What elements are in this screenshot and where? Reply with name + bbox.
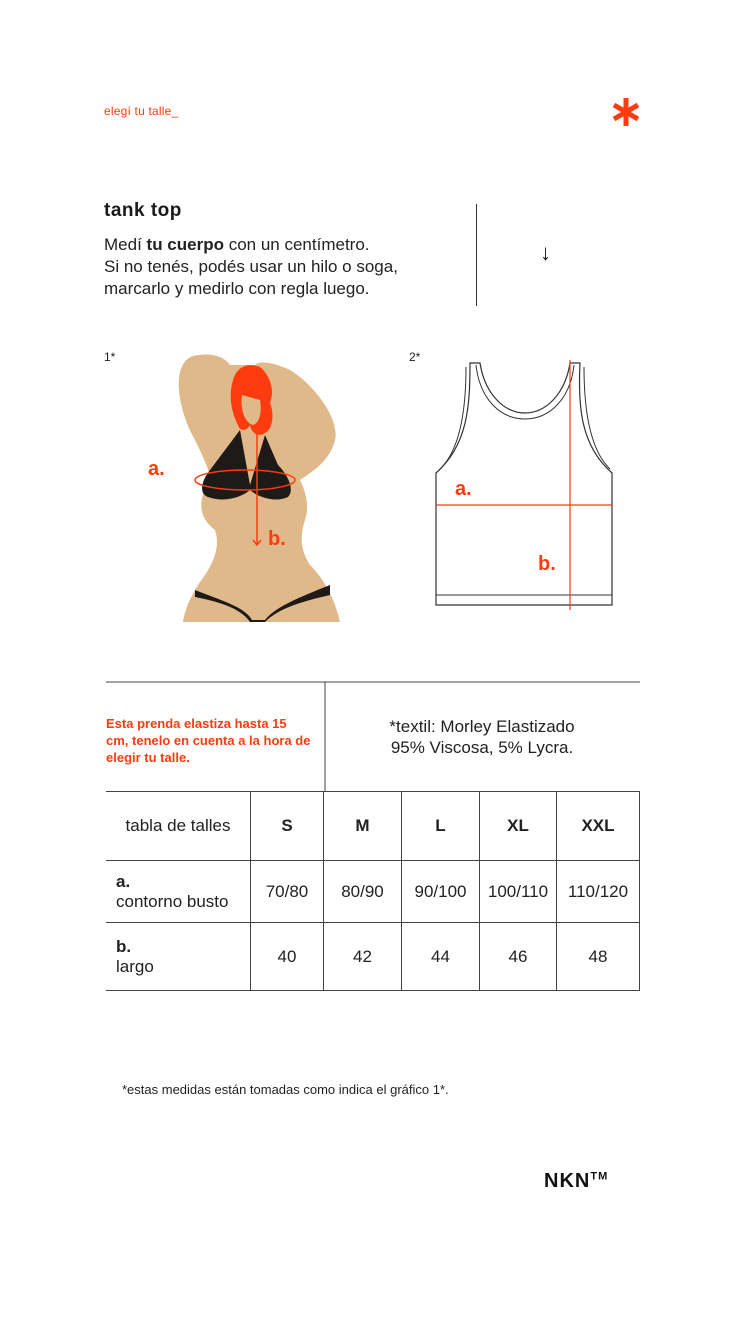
table-cell: 42 [324, 923, 402, 991]
stretch-note: Esta prenda elastiza hasta 15 cm, tenelo en cuenta a la hora de elegir tu talle. [106, 716, 311, 765]
arrow-down-icon: ↓ [540, 240, 551, 265]
instructions-line: marcarlo y medirlo con regla luego. [104, 279, 370, 298]
brand-name: NKN [544, 1170, 591, 1192]
section-label: elegí tu talle_ [104, 104, 179, 118]
instructions-bold: tu cuerpo [146, 235, 224, 254]
size-header: XXL [557, 792, 640, 861]
table-cell: 46 [480, 923, 557, 991]
table-header-label: tabla de talles [106, 792, 251, 861]
table-cell: 80/90 [324, 861, 402, 923]
row-label [106, 923, 251, 991]
footnote: *estas medidas están tomadas como indica el gráfico 1*. [122, 1082, 449, 1097]
label-a: a. [148, 458, 165, 480]
product-title: tank top [104, 200, 182, 221]
fabric-note [326, 716, 638, 758]
brand-logo [544, 1170, 608, 1193]
figure-2-number: 2* [409, 350, 421, 364]
instructions-text: Medí [104, 235, 147, 254]
instructions-line: Si no tenés, podés usar un hilo o soga, [104, 257, 398, 276]
row-letter: a. [116, 871, 131, 891]
body-measurement-illustration [140, 345, 380, 630]
table-cell: 70/80 [251, 861, 324, 923]
table-cell: 48 [557, 923, 640, 991]
fabric-line: 95% Viscosa, 5% Lycra. [390, 738, 574, 757]
divider [476, 204, 477, 306]
table-cell: 100/110 [480, 861, 557, 923]
instructions-text: con un centímetro. [223, 235, 370, 254]
table-row [106, 923, 640, 991]
table-cell: 44 [402, 923, 480, 991]
table-cell: 110/120 [557, 861, 640, 923]
figure-1-number: 1* [104, 350, 116, 364]
measure-instructions [104, 234, 464, 300]
label-b: b. [268, 528, 286, 550]
size-table [106, 791, 640, 991]
trademark-mark: TM [590, 1170, 609, 1183]
asterisk-icon [608, 94, 644, 130]
fabric-line: *textil: Morley Elastizado [389, 717, 575, 736]
table-cell: 90/100 [402, 861, 480, 923]
table-row [106, 861, 640, 923]
label-b: b. [538, 553, 556, 575]
size-header: XL [480, 792, 557, 861]
tank-top-illustration [430, 355, 620, 615]
row-label [106, 861, 251, 923]
size-header: L [402, 792, 480, 861]
table-header-row [106, 792, 640, 861]
size-header: S [251, 792, 324, 861]
row-name: contorno busto [116, 891, 229, 911]
row-name: largo [116, 956, 154, 976]
row-letter: b. [116, 936, 132, 956]
label-a: a. [455, 478, 472, 500]
size-header: M [324, 792, 402, 861]
table-cell: 40 [251, 923, 324, 991]
